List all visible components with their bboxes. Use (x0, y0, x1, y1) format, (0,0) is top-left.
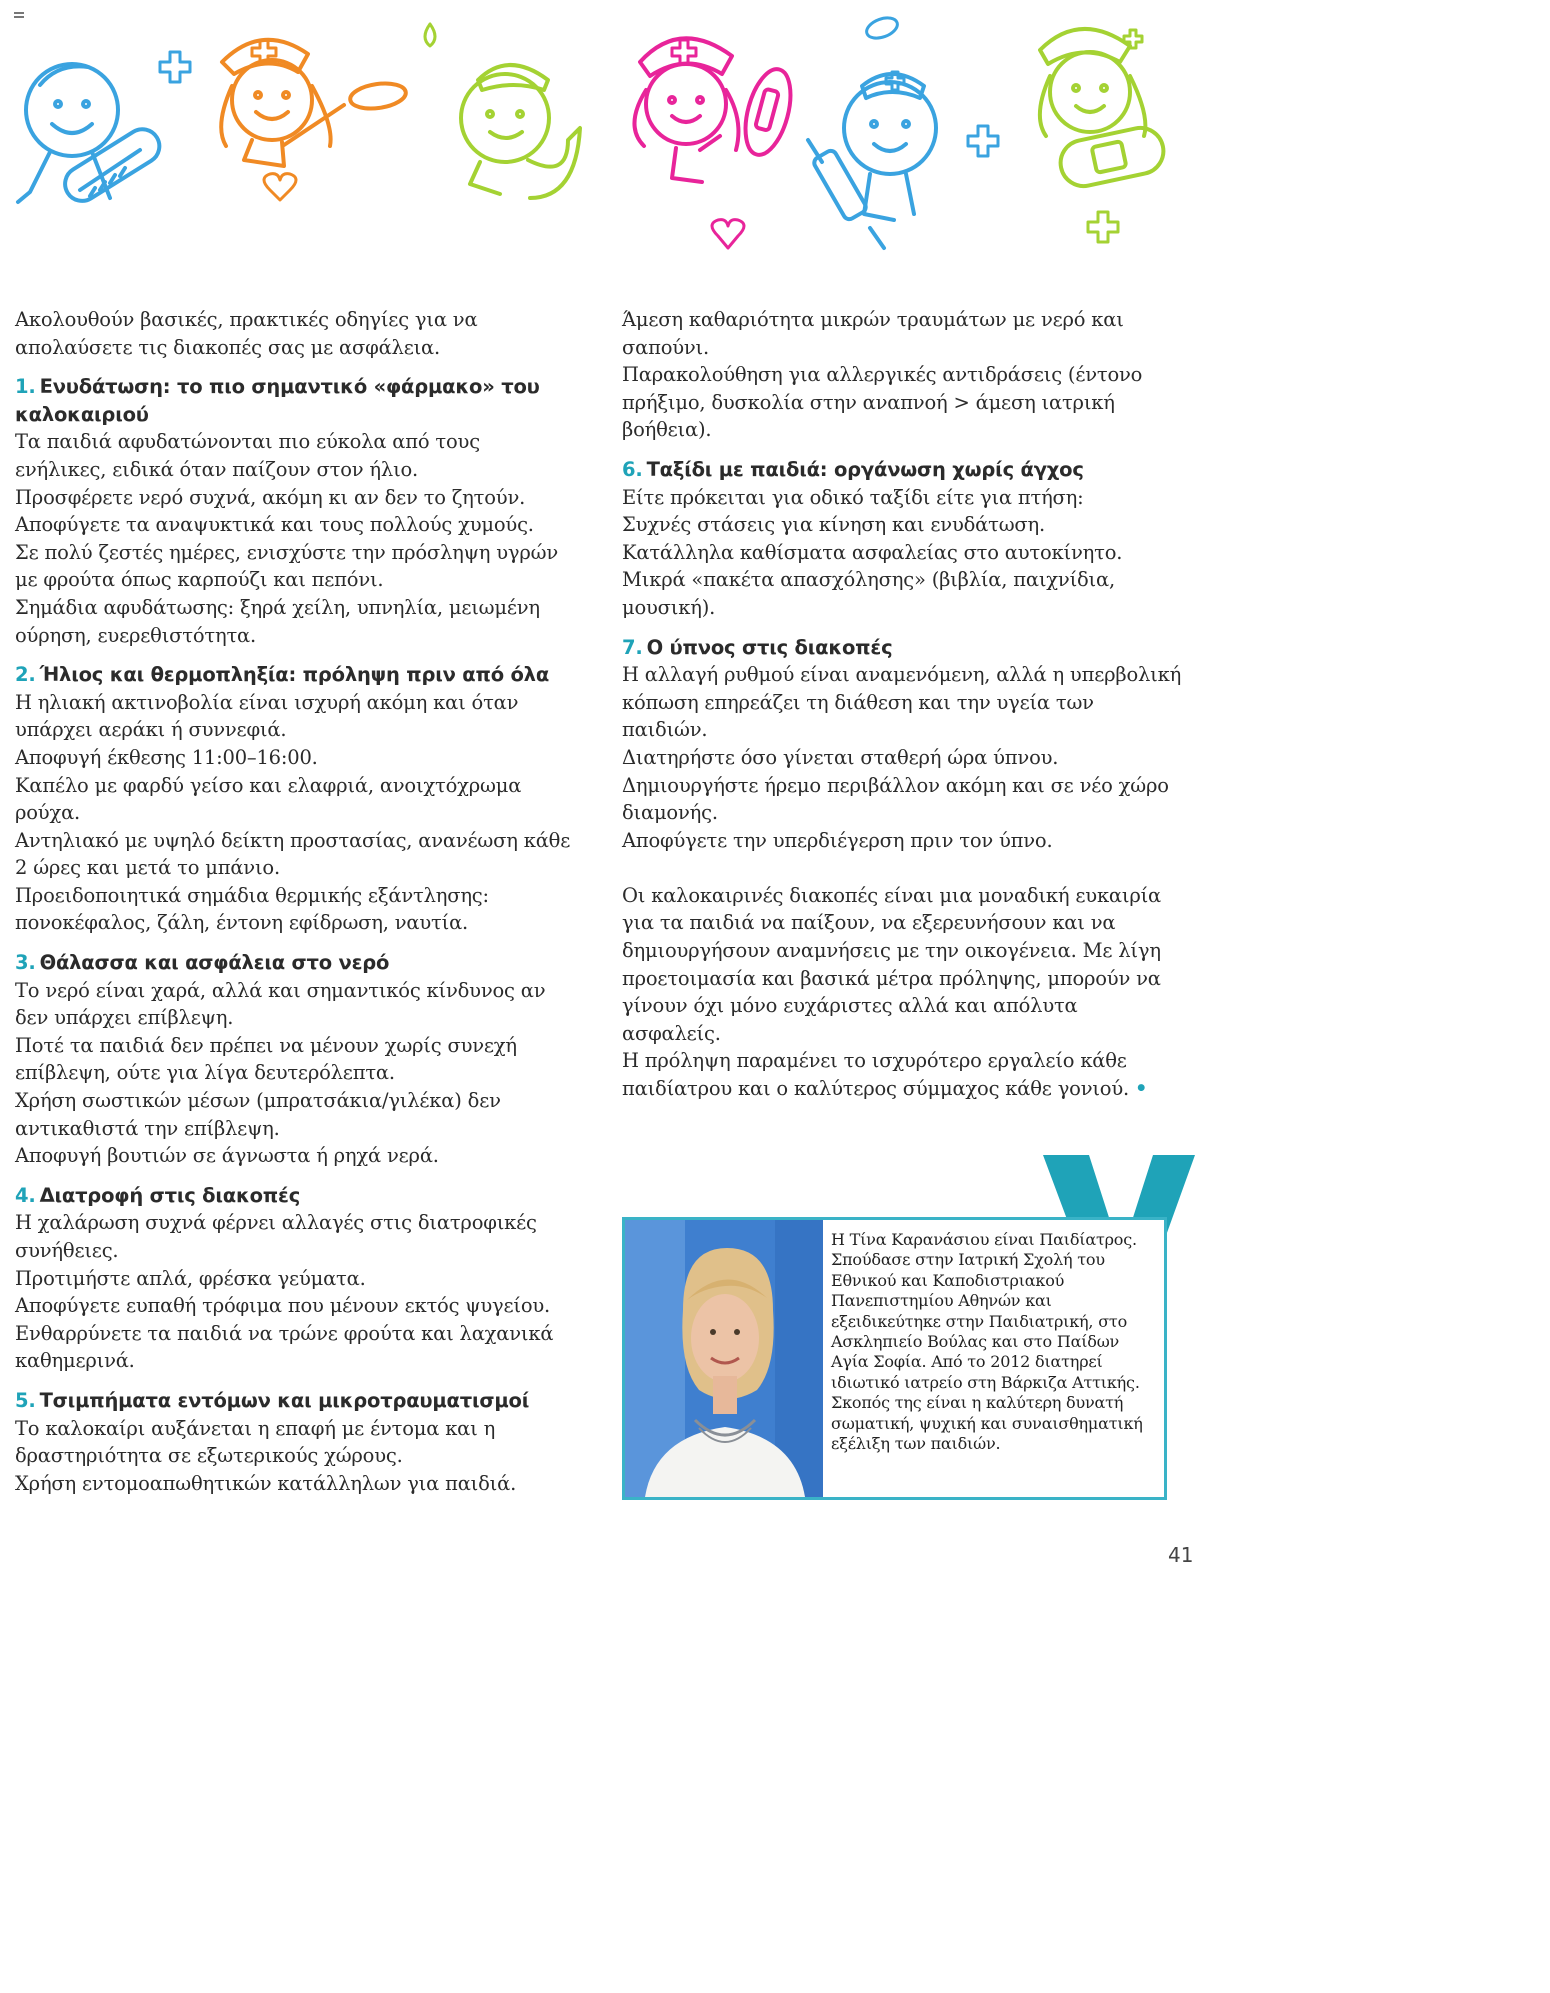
orange-nurse-kid-icon (221, 40, 407, 166)
section-2-line: Αντηλιακό με υψηλό δείκτη προστασίας, ανανέωση κάθε 2 ώρες και μετά το μπάνιο. (15, 828, 571, 880)
section-1-line: Σημάδια αφυδάτωσης: ξηρά χείλη, υπνηλία, μειωμένη ούρηση, ευερεθιστότητα. (15, 595, 540, 647)
section-5-line: Άμεση καθαριότητα μικρών τραυμάτων με νερό και σαπούνι. (622, 308, 1124, 359)
section-1-line: Αποφύγετε τα αναψυκτικά και τους πολλούς χυμούς. (15, 513, 534, 537)
conclusion-paragraph: Οι καλοκαιρινές διακοπές είναι μια μοναδική ευκαιρία για τα παιδιά να παίξουν, να εξερευνήσουν και να δημιουργήσουν αναμνήσεις με την οικογένεια. Με λίγη προετοιμασία και βασικά μέτρα πρόληψης, μπορούν να γίνουν όχι μόνο ευχάριστες αλλά και απόλυτα ασφαλείς. (622, 883, 1162, 1045)
section-heading-6: 6. Ταξίδι με παιδιά: οργάνωση χωρίς άγχος (622, 457, 1084, 481)
section-5-line: Χρήση εντομοαπωθητικών κατάλληλων για παιδιά. (15, 1471, 517, 1495)
section-6-line: Είτε πρόκειται για οδικό ταξίδι είτε για πτήση: (622, 485, 1084, 509)
section-6-line: Κατάλληλα καθίσματα ασφαλείας στο αυτοκίνητο. (622, 540, 1123, 564)
section-2-line: Η ηλιακή ακτινοβολία είναι ισχυρή ακόμη και όταν υπάρχει αεράκι ή συννεφιά. (15, 690, 519, 742)
section-7-line: Διατηρήστε όσο γίνεται σταθερή ώρα ύπνου. (622, 745, 1059, 769)
section-4-line: Αποφύγετε ευπαθή τρόφιμα που μένουν εκτός ψυγείου. (15, 1294, 551, 1318)
section-2-line: Προειδοποιητικά σημάδια θερμικής εξάντλησης: πονοκέφαλος, ζάλη, έντονη εφίδρωση, ναυτία. (15, 883, 489, 935)
green-doctor-kid-icon (461, 65, 580, 198)
section-heading-5: 5. Τσιμπήματα εντόμων και μικροτραυματισμοί (15, 1388, 530, 1412)
section-heading-7: 7. Ο ύπνος στις διακοπές (622, 635, 893, 659)
section-3-line: Ποτέ τα παιδιά δεν πρέπει να μένουν χωρίς συνεχή επίβλεψη, ούτε για λίγα δευτερόλεπτα. (15, 1033, 517, 1085)
section-6-line: Μικρά «πακέτα απασχόλησης» (βιβλία, παιχνίδια, μουσική). (622, 568, 1115, 619)
article-left-column (15, 306, 575, 1497)
section-4-line: Προτιμήστε απλά, φρέσκα γεύματα. (15, 1266, 366, 1290)
end-mark-icon: • (1135, 1077, 1148, 1101)
section-heading-4: 4. Διατροφή στις διακοπές (15, 1183, 301, 1207)
section-7-line: Η αλλαγή ρυθμού είναι αναμενόμενη, αλλά η υπερβολική κόπωση επηρεάζει τη διάθεση και την υγεία των παιδιών. (622, 663, 1182, 742)
section-3-line: Αποφυγή βουτιών σε άγνωστα ή ρηχά νερά. (15, 1144, 439, 1168)
section-1-line: Τα παιδιά αφυδατώνονται πιο εύκολα από τους ενήλικες, ειδικά όταν παίζουν στον ήλιο. (15, 430, 480, 481)
section-2-line: Αποφυγή έκθεσης 11:00–16:00. (15, 745, 318, 769)
doctor-kids-illustration (0, 0, 1227, 270)
section-4-line: Η χαλάρωση συχνά φέρνει αλλαγές στις διατροφικές συνήθειες. (15, 1211, 537, 1262)
author-bio-text: Η Τίνα Καρανάσιου είναι Παιδίατρος. Σπούδασε στην Ιατρική Σχολή του Εθνικού και Καποδιστριακού Πανεπιστημίου Αθηνών και εξειδικεύτηκε στην Παιδιατρική, στο Ασκληπιείο Βούλας και στο Παίδων Αγία Σοφία. Από το 2012 διατηρεί ιδιωτικό ιατρείο στη Βάρκιζα Αττικής. Σκοπός της είναι η καλύτερη δυνατή σωματική, ψυχική και συναισθηματική εξέλιξη των παιδιών. (831, 1230, 1143, 1454)
section-6-line: Συχνές στάσεις για κίνηση και ενυδάτωση. (622, 513, 1046, 537)
page-number: 41 (1168, 1543, 1194, 1567)
section-7-line: Αποφύγετε την υπερδιέγερση πριν τον ύπνο. (622, 828, 1053, 852)
article-right-column (622, 306, 1182, 1103)
section-4-line: Ενθαρρύνετε τα παιδιά να τρώνε φρούτα και λαχανικά καθημερινά. (15, 1321, 554, 1373)
conclusion-closing: Η πρόληψη παραμένει το ισχυρότερο εργαλείο κάθε παιδίατρου και ο καλύτερος σύμμαχος κάθε γονιού. • (622, 1049, 1148, 1101)
section-5-line: Παρακολούθηση για αλλεργικές αντιδράσεις (έντονο πρήξιμο, δυσκολία στην αναπνοή > άμεση ιατρική βοήθεια). (622, 363, 1143, 442)
section-1-line: Προσφέρετε νερό συχνά, ακόμη κι αν δεν το ζητούν. (15, 485, 526, 509)
author-photo (625, 1220, 823, 1497)
blue-doctor-kid-syringe-icon (808, 72, 936, 248)
section-5-line: Το καλοκαίρι αυξάνεται η επαφή με έντομα και η δραστηριότητα σε εξωτερικούς χώρους. (15, 1416, 496, 1468)
section-heading-2: 2. Ήλιος και θερμοπληξία: πρόληψη πριν από όλα (15, 663, 550, 687)
section-heading-1: 1. Ενυδάτωση: το πιο σημαντικό «φάρμακο» του καλοκαιριού (15, 375, 540, 426)
author-bio-box (622, 1217, 1167, 1500)
pink-nurse-kid-icon (634, 38, 798, 182)
green-nurse-kid-bandage-icon (1040, 29, 1168, 190)
blue-kid-thermometer-icon (18, 64, 166, 207)
section-7-line: Δημιουργήστε ήρεμο περιβάλλον ακόμη και σε νέο χώρο διαμονής. (622, 773, 1169, 825)
section-3-line: Το νερό είναι χαρά, αλλά και σημαντικός κίνδυνος αν δεν υπάρχει επίβλεψη. (15, 978, 546, 1030)
section-1-line: Σε πολύ ζεστές ημέρες, ενισχύστε την πρόσληψη υγρών με φρούτα όπως καρπούζι και πεπόνι. (15, 540, 558, 592)
section-2-line: Καπέλο με φαρδύ γείσο και ελαφριά, ανοιχτόχρωμα ρούχα. (15, 773, 522, 825)
intro-paragraph: Ακολουθούν βασικές, πρακτικές οδηγίες για να απολαύσετε τις διακοπές σας με ασφάλεια. (15, 308, 478, 359)
section-3-line: Χρήση σωστικών μέσων (μπρατσάκια/γιλέκα) δεν αντικαθιστά την επίβλεψη. (15, 1089, 501, 1140)
section-heading-3: 3. Θάλασσα και ασφάλεια στο νερό (15, 951, 390, 975)
